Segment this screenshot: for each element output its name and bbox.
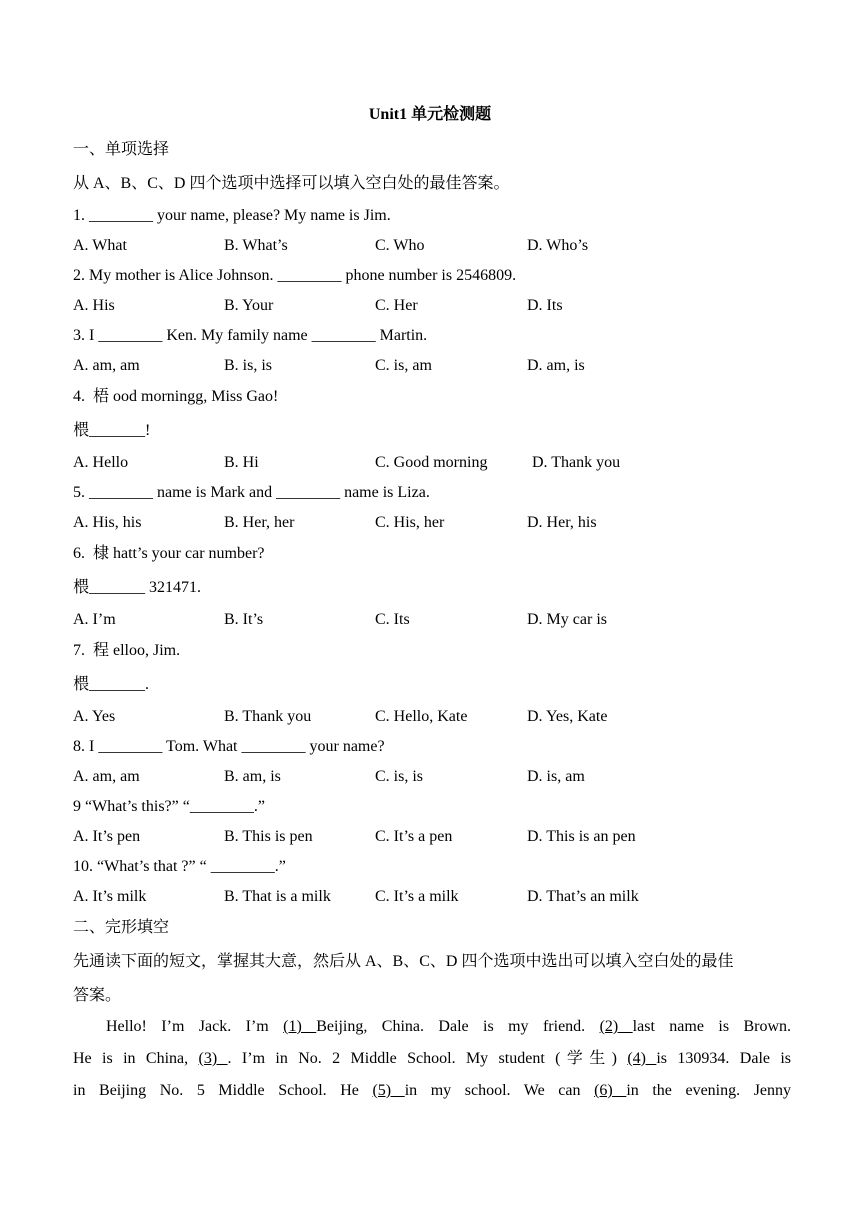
question-3-option-d: D. am, is	[527, 357, 585, 374]
passage-text: . I’m in No. 2 Middle School. My student (学生)	[227, 1050, 628, 1067]
question-8-option-d: D. is, am	[527, 768, 585, 785]
question-2-option-b: B. Your	[224, 297, 274, 314]
question-7-answer-line: 椳_______.	[73, 676, 150, 693]
question-1-option-a: A. What	[73, 237, 127, 254]
passage-line-3	[73, 1075, 791, 1107]
blank-2: (2)	[599, 1018, 633, 1035]
question-3-stem: 3. I ________ Ken. My family name ________ Martin.	[73, 327, 428, 344]
question-7-option-d: D. Yes, Kate	[527, 708, 608, 725]
question-4-option-d: D. Thank you	[532, 454, 621, 471]
question-1-option-c: C. Who	[375, 237, 425, 254]
question-6-option-a: A. I’m	[73, 611, 116, 628]
question-8-stem: 8. I ________ Tom. What ________ your name?	[73, 738, 385, 755]
passage-text: last name is Brown.	[632, 1018, 792, 1035]
question-2-option-c: C. Her	[375, 297, 418, 314]
passage-text: in the evening. Jenny	[626, 1082, 792, 1099]
passage-text: in Beijing No. 5 Middle School. He	[73, 1082, 373, 1099]
passage-text: Hello! I’m Jack. I’m	[106, 1018, 284, 1035]
question-9-option-d: D. This is an pen	[527, 828, 636, 845]
section2-instruction-line-2: 答案。	[73, 987, 122, 1004]
question-7-option-a: A. Yes	[73, 708, 116, 725]
question-1-option-d: D. Who’s	[527, 237, 589, 254]
question-8-option-c: C. is, is	[375, 768, 424, 785]
question-9-option-c: C. It’s a pen	[375, 828, 453, 845]
question-7-option-c: C. Hello, Kate	[375, 708, 468, 725]
question-9-stem: 9 “What’s this?” “________.”	[73, 798, 265, 815]
section1-instruction: 从 A、B、C、D 四个选项中选择可以填入空白处的最佳答案。	[73, 175, 510, 192]
question-4-option-a: A. Hello	[73, 454, 129, 471]
question-4-option-b: B. Hi	[224, 454, 259, 471]
section1-heading: 一、单项选择	[73, 141, 170, 158]
question-1-stem: 1. ________ your name, please? My name is Jim.	[73, 207, 391, 224]
section2-instruction-line-1: 先通读下面的短文，掌握其大意，然后从 A、B、C、D 四个选项中选出可以填入空白处的最佳	[73, 953, 734, 970]
blank-4: (4)	[627, 1050, 657, 1067]
passage-text: Beijing, China. Dale is my friend.	[316, 1018, 600, 1035]
passage-line-2	[73, 1043, 791, 1075]
question-8-option-b: B. am, is	[224, 768, 281, 785]
question-9-option-a: A. It’s pen	[73, 828, 141, 845]
question-5-option-a: A. His, his	[73, 514, 142, 531]
question-3-option-c: C. is, am	[375, 357, 432, 374]
question-4-answer-line: 椳_______!	[73, 422, 151, 439]
question-9-option-b: B. This is pen	[224, 828, 313, 845]
blank-3: (3)	[198, 1050, 228, 1067]
question-6-option-d: D. My car is	[527, 611, 607, 628]
question-6-stem: 6. 棣 hatt’s your car number?	[73, 545, 265, 562]
question-8-option-a: A. am, am	[73, 768, 140, 785]
question-3-option-b: B. is, is	[224, 357, 273, 374]
question-7-stem: 7. 程 elloo, Jim.	[73, 642, 181, 659]
question-10-option-c: C. It’s a milk	[375, 888, 459, 905]
question-2-stem: 2. My mother is Alice Johnson. ________ phone number is 2546809.	[73, 267, 517, 284]
cloze-passage	[73, 1011, 791, 1107]
blank-5: (5)	[372, 1082, 405, 1099]
question-6-option-c: C. Its	[375, 611, 410, 628]
question-1-option-b: B. What’s	[224, 237, 288, 254]
question-2-option-d: D. Its	[527, 297, 563, 314]
question-10-option-b: B. That is a milk	[224, 888, 331, 905]
passage-line-1	[73, 1011, 791, 1043]
question-5-option-c: C. His, her	[375, 514, 445, 531]
blank-1: (1)	[283, 1018, 317, 1035]
question-7-option-b: B. Thank you	[224, 708, 312, 725]
question-10-option-a: A. It’s milk	[73, 888, 147, 905]
question-6-answer-line: 椳_______ 321471.	[73, 579, 202, 596]
question-4-stem: 4. 梧 ood morningg, Miss Gao!	[73, 388, 279, 405]
passage-text: is 130934. Dale is	[656, 1050, 792, 1067]
question-10-stem: 10. “What’s that ?” “ ________.”	[73, 858, 286, 875]
page-title: Unit1 单元检测题	[368, 106, 492, 123]
blank-6: (6)	[594, 1082, 627, 1099]
question-5-option-b: B. Her, her	[224, 514, 295, 531]
passage-text: He is in China,	[73, 1050, 199, 1067]
question-4-option-c: C. Good morning	[375, 454, 488, 471]
section2-heading: 二、完形填空	[73, 919, 170, 936]
question-6-option-b: B. It’s	[224, 611, 264, 628]
question-5-option-d: D. Her, his	[527, 514, 597, 531]
question-2-option-a: A. His	[73, 297, 115, 314]
question-10-option-d: D. That’s an milk	[527, 888, 639, 905]
passage-text: in my school. We can	[404, 1082, 595, 1099]
question-5-stem: 5. ________ name is Mark and ________ name is Liza.	[73, 484, 430, 501]
question-3-option-a: A. am, am	[73, 357, 140, 374]
